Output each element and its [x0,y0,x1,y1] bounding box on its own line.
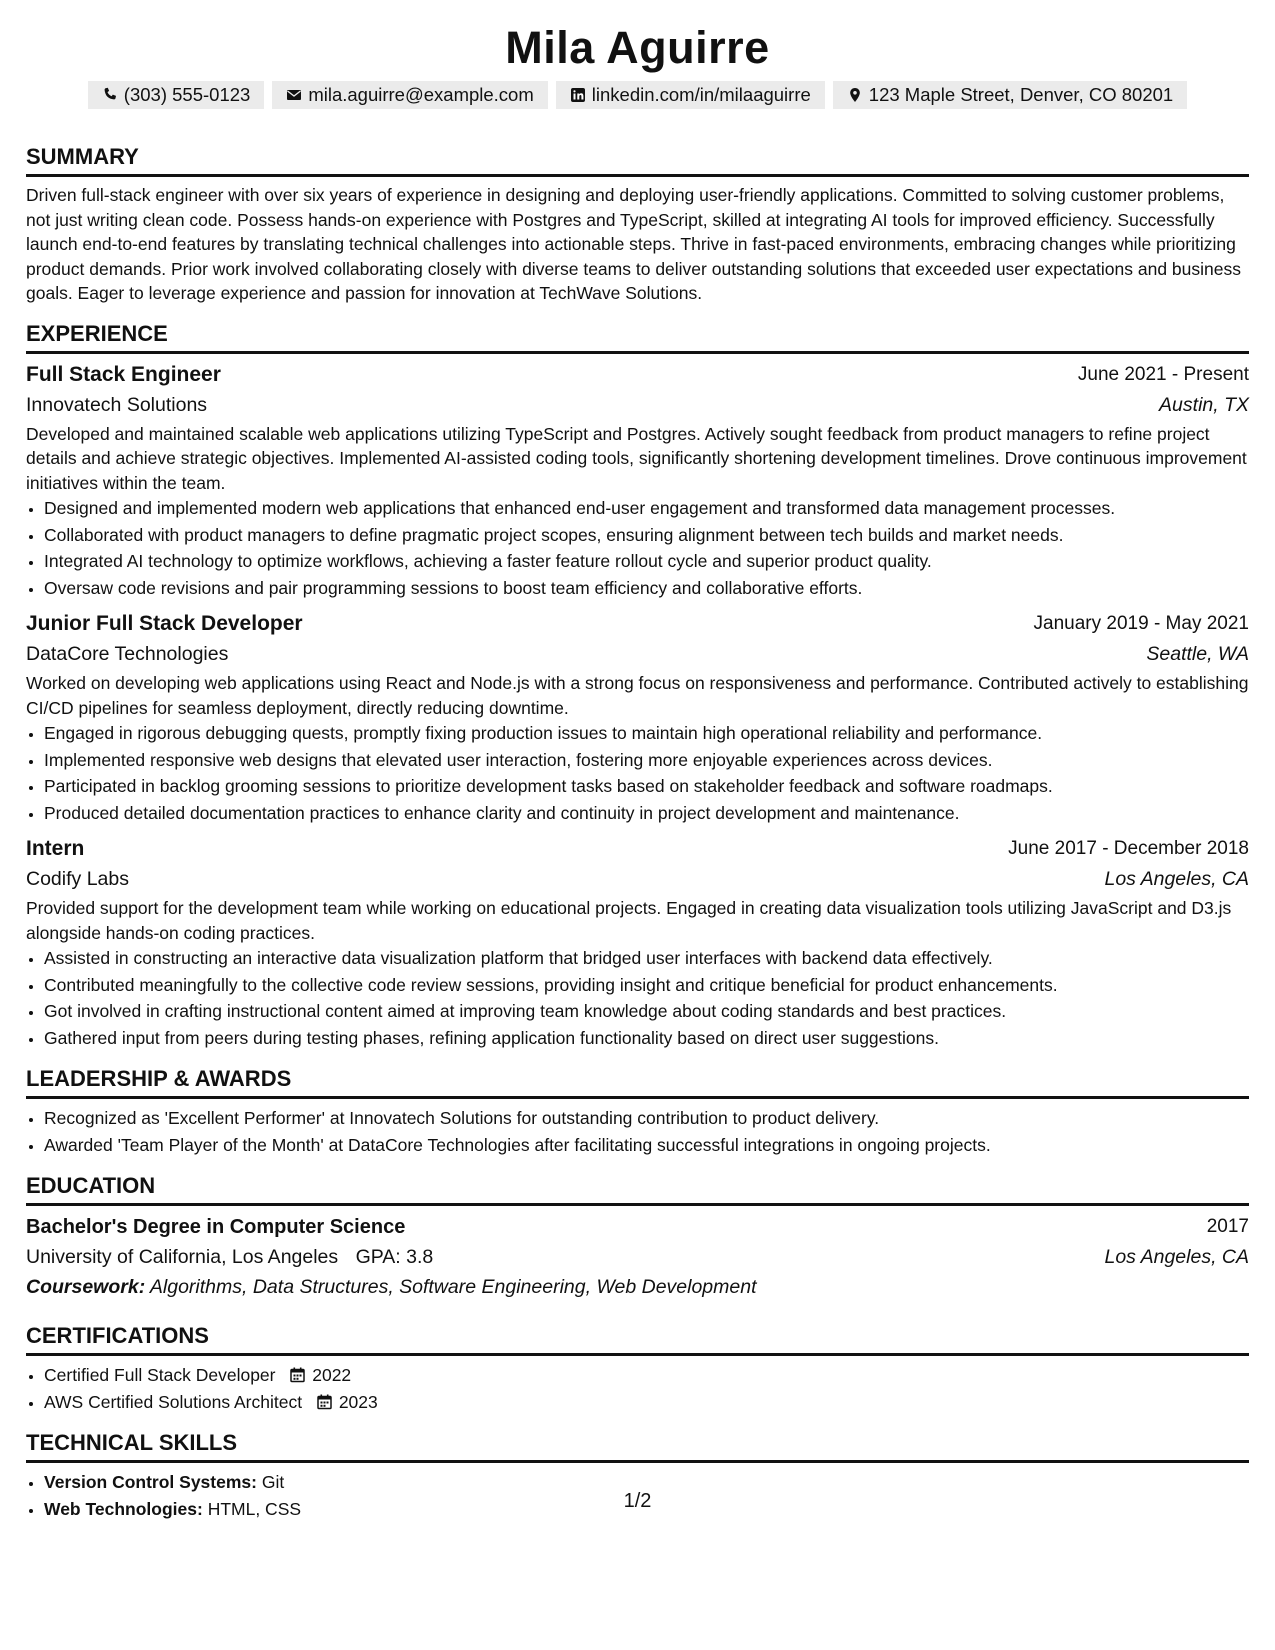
list-item: • Got involved in crafting instructional content aimed at improving team knowledge about coding standards and best practices. [44,998,1249,1025]
list-item: • Contributed meaningfully to the collective code review sessions, providing insight and critique beneficial for product enhancements. [44,972,1249,999]
calendar-icon [290,1367,305,1383]
job-entry [26,609,1249,826]
list-item: • Assisted in constructing an interactive data visualization platform that bridged user interfaces with backend data effectively. [44,945,1249,972]
list-item [44,1362,1249,1389]
coursework-list: Algorithms, Data Structures, Software Engineering, Web Development [149,1276,757,1298]
phone-text: (303) 555-0123 [123,84,251,105]
job-bullets [26,495,1249,601]
skill-category: Web Technologies: [44,1498,203,1519]
list-item: • Implemented responsive web designs that elevated user interaction, fostering more enjoyable experiences across devices. [44,747,1249,774]
page-number: 1/2 [623,1490,652,1512]
section-title-education: EDUCATION [26,1173,156,1198]
job-title: Full Stack Engineer [26,362,221,386]
leadership-section [26,1065,1249,1158]
list-item: • Recognized as 'Excellent Performer' at Innovatech Solutions for outstanding contribution to product delivery. [44,1105,1249,1132]
calendar-icon [317,1394,332,1410]
list-item: • Produced detailed documentation practices to enhance clarity and continuity in project development and maintenance. [44,800,1249,827]
address-text: 123 Maple Street, Denver, CO 80201 [868,84,1174,105]
section-title-certifications: CERTIFICATIONS [26,1323,209,1348]
section-title-experience: EXPERIENCE [26,320,168,346]
skill-values: Git [261,1472,285,1492]
certification-name: AWS Certified Solutions Architect [44,1391,303,1412]
certification-year: 2022 [312,1365,352,1385]
list-item: • Awarded 'Team Player of the Month' at DataCore Technologies after facilitating successful integrations in ongoing projects. [44,1132,1249,1159]
job-description: Worked on developing web applications using React and Node.js with a strong focus on responsiveness and performance. Contributed actively to establishing CI/CD pipelines for seamless deployment, directly reducing downtime. [26,673,1249,718]
summary-text: Driven full-stack engineer with over six years of experience in designing and deploying user-friendly applications. Committed to solving customer problems, not just writing clean code. Possess hands-on experience with Postgres and TypeScript, skilled at integrating AI tools for improved efficiency. Successfully launch end-to-end features by translating technical challenges into actionable steps. Thrive in fast-paced environments, embracing changes while prioritizing product demands. Prior work involved collaborating closely with diverse teams to deliver outstanding solutions that exceeded user expectations and business goals. Eager to leverage experience and passion for innovation at TechWave Solutions. [26,185,1241,303]
section-divider [26,351,1249,354]
job-company: Innovatech Solutions [26,393,208,416]
list-item: • Gathered input from peers during testing phases, refining application functionality based on direct user suggestions. [44,1025,1249,1052]
list-item [44,1389,1249,1416]
awards-list [26,1105,1249,1158]
job-location: Austin, TX [1159,393,1249,416]
map-pin-icon [847,87,863,103]
job-company: DataCore Technologies [26,643,229,665]
list-item: • Collaborated with product managers to define pragmatic project scopes, ensuring alignment between tech builds and market needs. [44,522,1249,549]
job-bullets [26,945,1249,1051]
section-divider [26,1203,1249,1206]
section-title-summary: SUMMARY [26,144,139,169]
section-divider [26,1460,1249,1463]
contact-address [833,81,1187,109]
job-title: Intern [26,837,85,860]
list-item: • Oversaw code revisions and pair programming sessions to boost team efficiency and collaborative efforts. [44,575,1249,602]
certifications-section [26,1322,1249,1415]
education-section [26,1172,1249,1302]
job-title: Junior Full Stack Developer [26,612,303,635]
job-dates: January 2019 - May 2021 [1033,613,1249,634]
section-divider [26,174,1249,177]
degree-title: Bachelor's Degree in Computer Science [26,1216,406,1238]
experience-section [26,320,1249,1052]
contact-email [272,81,547,109]
certifications-list [26,1362,1249,1415]
job-location: Los Angeles, CA [1104,868,1249,890]
job-description: Provided support for the development team while working on educational projects. Engaged in creating data visualization tools utilizing JavaScript and D3.js alongside hands-on coding practices. [26,898,1232,943]
job-location: Seattle, WA [1146,643,1249,665]
job-entry [26,834,1249,1051]
candidate-name: Mila Aguirre [505,22,770,73]
job-company: Codify Labs [26,868,129,890]
envelope-icon [286,87,302,103]
job-entry [26,360,1249,602]
certification-year: 2023 [338,1391,378,1412]
email-text: mila.aguirre@example.com [308,84,534,105]
job-dates: June 2021 - Present [1077,363,1249,385]
coursework-label: Coursework: [26,1276,146,1298]
skill-category: Version Control Systems: [44,1472,257,1492]
resume-page [26,0,1249,1522]
skill-values: HTML, CSS [207,1498,302,1519]
graduation-year: 2017 [1206,1216,1249,1237]
job-description: Developed and maintained scalable web applications utilizing TypeScript and Postgres. Actively sought feedback from product managers to refine project details and achieve strategic objectives. Implemented AI-assisted coding tools, significantly shortening development timelines. Drove continuous improvement initiatives within the team. [26,423,1247,493]
job-dates: June 2017 - December 2018 [1008,838,1249,859]
gpa: GPA: 3.8 [355,1246,434,1268]
section-divider [26,1353,1249,1356]
section-title-skills: TECHNICAL SKILLS [26,1430,238,1455]
list-item: • Participated in backlog grooming sessions to prioritize development tasks based on stakeholder feedback and software roadmaps. [44,773,1249,800]
contact-phone [88,81,265,109]
list-item: • Integrated AI technology to optimize workflows, achieving a faster feature rollout cycle and superior product quality. [44,548,1249,575]
contact-linkedin [556,81,825,109]
linkedin-icon [570,87,586,103]
contact-bar [26,81,1249,109]
school-location: Los Angeles, CA [1104,1246,1249,1268]
section-title-leadership: LEADERSHIP & AWARDS [26,1066,292,1091]
phone-icon [102,87,118,103]
list-item: • Designed and implemented modern web applications that enhanced end-user engagement and transformed data management processes. [44,495,1249,522]
school-name: University of California, Los Angeles [26,1246,339,1268]
list-item: • Engaged in rigorous debugging quests, promptly fixing production issues to maintain high operational reliability and performance. [44,720,1249,747]
coursework-line [26,1272,1249,1302]
section-divider [26,1096,1249,1099]
job-bullets [26,720,1249,826]
summary-section [26,143,1249,306]
linkedin-text: linkedin.com/in/milaaguirre [591,84,811,105]
certification-name: Certified Full Stack Developer [44,1365,276,1385]
